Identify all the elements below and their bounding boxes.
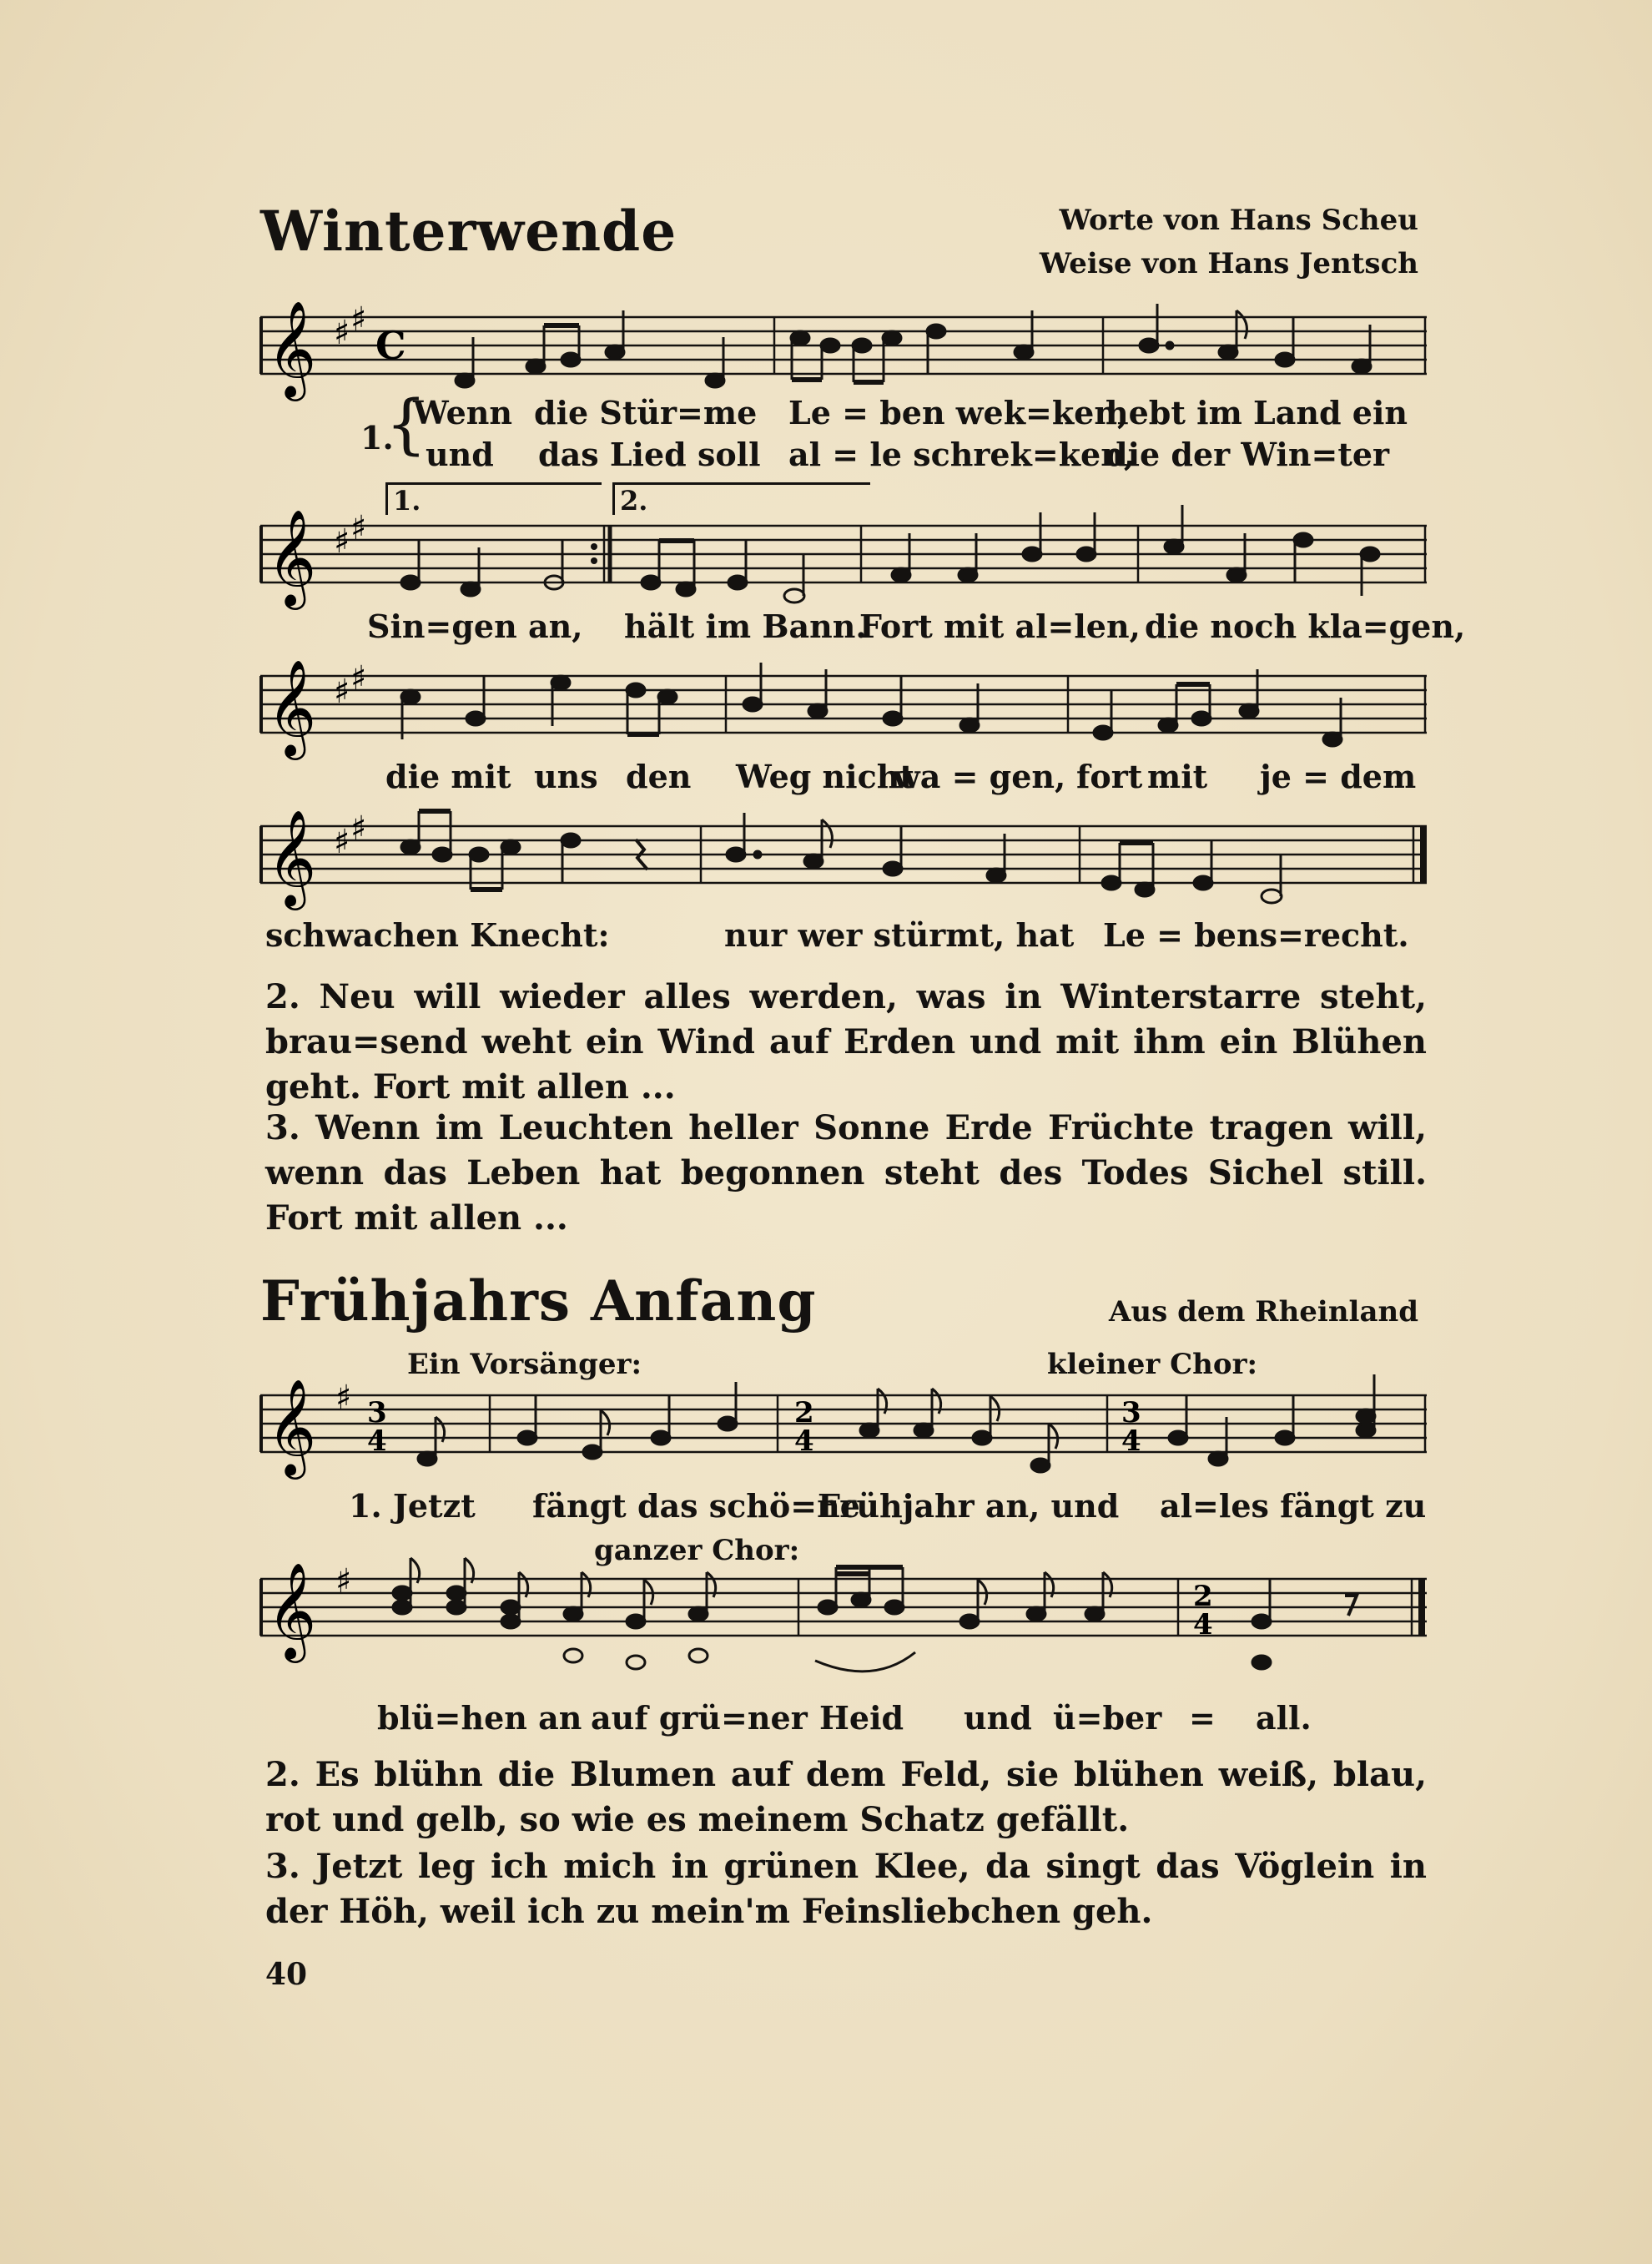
music-staff-6 [260, 1561, 1427, 1659]
music-staff-1 [260, 300, 1427, 397]
verse-text-3: 3. Wenn im Leuchten heller Sonne Erde Früchte tragen will, wenn das Leben hat begonnen steht des Todes Sichel still. Fort mit allen ... [265, 1108, 1427, 1238]
svg-text:4: 4 [794, 1424, 814, 1458]
lyric-6-2: Heid [819, 1699, 904, 1737]
lyric-3-7: je = dem [1260, 758, 1417, 795]
svg-text:2: 2 [1193, 1580, 1213, 1613]
staff-notation [260, 658, 1427, 756]
lyric-3-1: uns [534, 758, 598, 795]
staff-notation [260, 809, 1427, 906]
svg-text:♯: ♯ [335, 1561, 352, 1601]
lyric-1a-2: Le = ben wek=ken, [788, 394, 1129, 431]
music-staff-4 [260, 809, 1427, 906]
song-credit-winterwende [1040, 199, 1418, 285]
song-title-fruehjahrs-anfang: Frühjahrs Anfang [260, 1268, 817, 1334]
svg-text:4: 4 [367, 1424, 387, 1458]
lyric-1a-1: die Stür=me [534, 394, 758, 431]
credit-melody: Weise von Hans Jentsch [1039, 247, 1418, 280]
lyric-6-1: auf grü=ner [591, 1699, 808, 1737]
svg-text:♯: ♯ [334, 313, 350, 352]
lyric-1a-0: Wenn [413, 394, 513, 431]
verse-brace: { [385, 387, 427, 462]
svg-text:♯: ♯ [334, 672, 350, 711]
svg-text:3: 3 [1121, 1396, 1141, 1429]
lyric-3-6: mit [1147, 758, 1208, 795]
page-number: 40 [265, 1957, 308, 1992]
staff-notation [260, 1378, 1427, 1475]
lyric-3-5: fort [1076, 758, 1143, 795]
lyric-1b-1: das Lied soll [538, 436, 761, 473]
lyric-3-0: die mit [385, 758, 511, 795]
music-staff-3 [260, 658, 1427, 756]
lyric-6-0: blü=hen an [377, 1699, 582, 1737]
svg-text:♯: ♯ [350, 658, 367, 698]
verse-number-1: 1. [360, 419, 394, 456]
lyric-5-2: Frühjahr an, und [818, 1487, 1120, 1525]
lyric-4-1: nur wer stürmt, hat [724, 916, 1075, 954]
lyric-2-3: die noch kla=gen, [1145, 608, 1466, 645]
lyric-6-3: und [964, 1699, 1032, 1737]
music-staff-5 [260, 1378, 1427, 1475]
lyric-5-3: al=les fängt zu [1160, 1487, 1427, 1525]
svg-text:♯: ♯ [334, 522, 350, 561]
svg-text:♯: ♯ [350, 300, 367, 339]
svg-text:𝄞: 𝄞 [267, 1561, 317, 1659]
lyric-2-2: Fort mit al=len, [859, 608, 1141, 645]
song-credit-fruehjahrs-anfang: Aus dem Rheinland [1109, 1295, 1418, 1329]
svg-text:𝄞: 𝄞 [267, 1378, 317, 1475]
volta-1: 1. [385, 482, 602, 515]
song-title-winterwende: Winterwende [260, 199, 677, 264]
svg-text:2: 2 [794, 1396, 814, 1429]
direction-full-choir: ganzer Chor: [594, 1534, 800, 1567]
svg-text:𝄞: 𝄞 [267, 658, 317, 756]
lyric-6-6: all. [1256, 1699, 1312, 1737]
lyric-6-5: = [1189, 1699, 1216, 1737]
staff-notation [260, 300, 1427, 397]
direction-small-choir: kleiner Chor: [1047, 1348, 1258, 1381]
lyric-3-3: Weg nicht [736, 758, 914, 795]
volta-2: 2. [612, 482, 870, 515]
svg-text:4: 4 [1193, 1608, 1213, 1641]
staff-notation [260, 508, 1427, 606]
lyric-4-2: Le = bens=recht. [1103, 916, 1409, 954]
lyric-3-4: wa = gen, [893, 758, 1066, 795]
lyric-1a-3: hebt im Land ein [1106, 394, 1408, 431]
svg-text:3: 3 [367, 1396, 387, 1429]
staff-notation [260, 1561, 1427, 1659]
lyric-4-0: schwachen Knecht: [265, 916, 610, 954]
verse-text-2: 2. Neu will wieder alles werden, was in Winterstarre steht, brau=send weht ein Wind auf Erden und mit ihm ein Blühen geht. Fort mit allen ... [265, 977, 1427, 1107]
music-staff-2 [260, 508, 1427, 606]
svg-text:♯: ♯ [335, 1378, 352, 1417]
lyric-3-2: den [626, 758, 692, 795]
svg-text:♯: ♯ [350, 809, 367, 848]
lyric-1b-0: und [426, 436, 494, 473]
lyric-1b-3: die der Win=ter [1106, 436, 1390, 473]
svg-text:𝄞: 𝄞 [267, 300, 317, 397]
svg-text:𝄞: 𝄞 [267, 508, 317, 606]
lyric-2-0: Sin=gen an, [367, 608, 583, 645]
svg-text:♯: ♯ [350, 508, 367, 547]
verse-text-song2-2: 2. Es blühn die Blumen auf dem Feld, sie blühen weiß, blau, rot und gelb, so wie es meinem Schatz gefällt. [265, 1755, 1427, 1839]
lyric-5-1: fängt das schö=ne [532, 1487, 860, 1525]
lyric-5-0: 1. Jetzt [349, 1487, 476, 1525]
lyric-1b-2: al = le schrek=ken, [788, 436, 1136, 473]
svg-text:♯: ♯ [334, 822, 350, 861]
lyric-2-1: hält im Bann. [624, 608, 867, 645]
direction-solo: Ein Vorsänger: [407, 1348, 642, 1381]
lyric-6-4: ü=ber [1053, 1699, 1162, 1737]
verse-text-song2-3: 3. Jetzt leg ich mich in grünen Klee, da singt das Vöglein in der Höh, weil ich zu mein'm Feinsliebchen geh. [265, 1847, 1427, 1931]
svg-text:𝄞: 𝄞 [267, 809, 317, 906]
svg-text:4: 4 [1121, 1424, 1141, 1458]
svg-text:C: C [375, 323, 406, 368]
credit-words: Worte von Hans Scheu [1059, 204, 1418, 237]
